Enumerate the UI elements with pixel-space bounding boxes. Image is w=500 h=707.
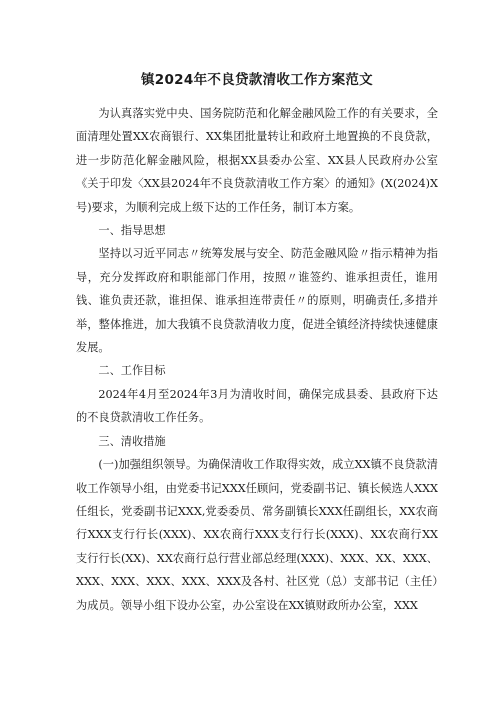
document-title: 镇2024年不良贷款清收工作方案范文 [141, 72, 373, 88]
section-heading-guiding-ideology: 一、指导思想 [98, 224, 166, 238]
section-body-guiding-ideology: 坚持以习近平同志〃统筹发展与安全、防范金融风险〃指示精神为指导，充分发挥政府和职能部门作用，按照〃谁签约、谁承担责任，谁用钱、谁负责还款，谁担保、谁承担连带责任〃的原则，明确责任,多措并举，整体推进，加大我镇不良贷款清收力度，促进全镇经济持续快速健康发展。 [76, 247, 438, 355]
section-body-work-goal: 2024年4月至2024年3月为清收时间，确保完成县委、县政府下达的不良贷款清收工作任务。 [76, 387, 438, 425]
section-heading-work-goal: 二、工作目标 [98, 364, 166, 378]
intro-paragraph: 为认真落实党中央、国务院防范和化解金融风险工作的有关要求，全面清理处置XX农商银行、XX集团批量转让和政府土地置换的不良贷款，进一步防范化解金融风险，根据XX县委办公室、XX县人民政府办公室《关于印发〈XX县2024年不良贷款清收工作方案〉的通知》(X(2024)X号)要求，为顺利完成上级下达的工作任务，制订本方案。 [76, 107, 438, 214]
section-body-measures: (一)加强组织领导。为确保清收工作取得实效，成立XX镇不良贷款清收工作领导小组，由党委书记XXX任顾问，党委副书记、镇长候选人XXX任组长，党委副书记XXX,党委委员、常务副镇长XXX任副组长，XX农商行XXX支行行长(XXX)、XX农商行XXX支行行长(XXX)、XX农商行XX支行行长(XX)、XX农商行总行营业部总经理(XXX)、XXX、XX、XXX、XXX、XXX、XXX、XXX、XXX及各村、社区党（总）支部书记（主任）为成员。领导小组下设办公室，办公室设在XX镇财政所办公室，XXX [76, 458, 438, 612]
section-heading-measures: 三、清收措施 [98, 434, 166, 448]
